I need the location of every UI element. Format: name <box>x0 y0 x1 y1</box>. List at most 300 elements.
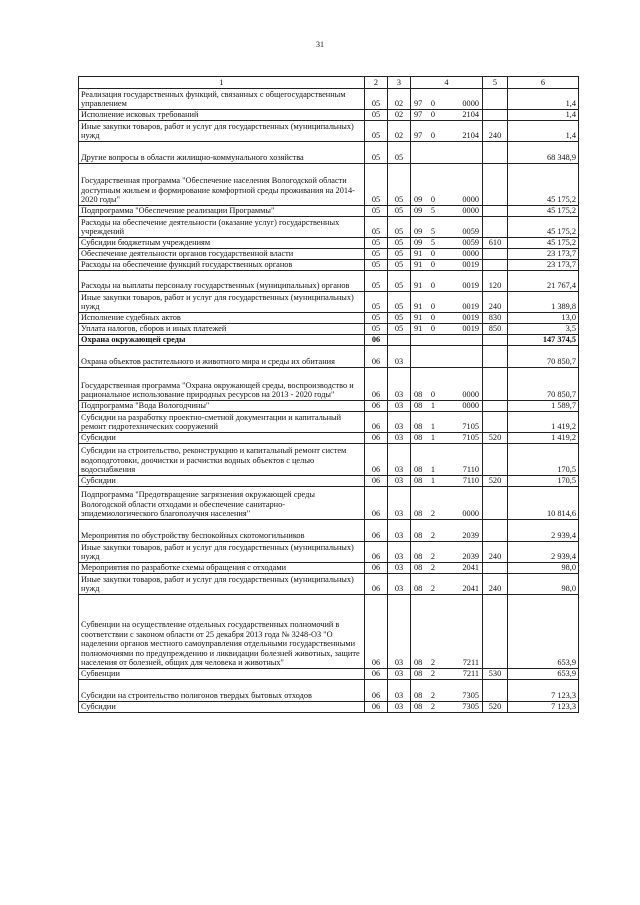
row-name: Уплата налогов, сборов и иных платежей <box>79 324 365 335</box>
table-row <box>79 669 579 680</box>
row-target-article <box>411 444 483 476</box>
target-article-part: 1 <box>430 465 436 475</box>
table-row <box>79 313 579 324</box>
target-article-part: 2 <box>430 563 436 573</box>
target-article-part: 2104 <box>462 110 479 120</box>
target-article-part: 0000 <box>462 99 479 109</box>
row-name: Подпрограмма "Предотвращение загрязнения окружающей среды Вологодской области отходами и обеспечение санитарно-эпидемиологического благополучия населения" <box>79 487 365 520</box>
table-row <box>79 110 579 121</box>
table-row <box>79 487 579 520</box>
row-target-article <box>411 563 483 574</box>
target-article-part: 7211 <box>462 658 479 668</box>
table-row <box>79 412 579 433</box>
row-target-article <box>411 433 483 444</box>
table-row <box>79 324 579 335</box>
row-name: Субсидии на строительство полигонов твердых бытовых отходов <box>79 680 365 702</box>
row-amount: 45 175,2 <box>508 164 579 206</box>
row-expense-type <box>483 260 508 271</box>
table-row <box>79 260 579 271</box>
target-article-part: 08 <box>414 658 423 668</box>
header-cell: 4 <box>411 77 483 89</box>
target-article-part: 08 <box>414 401 423 411</box>
row-amount: 1 589,7 <box>508 401 579 412</box>
header-cell: 5 <box>483 77 508 89</box>
row-amount: 70 850,7 <box>508 346 579 368</box>
row-target-article <box>411 680 483 702</box>
row-name: Субсидии <box>79 476 365 487</box>
target-article-part: 91 <box>414 281 423 291</box>
target-article-code <box>411 313 482 323</box>
row-name: Мероприятия по разработке схемы обращения с отходами <box>79 563 365 574</box>
row-subsection-code: 05 <box>388 142 411 164</box>
row-expense-type <box>483 164 508 206</box>
target-article-code <box>411 110 482 120</box>
row-amount: 1,4 <box>508 89 579 110</box>
row-section-code: 05 <box>365 238 388 249</box>
row-expense-type: 530 <box>483 669 508 680</box>
table-row <box>79 164 579 206</box>
row-amount: 70 850,7 <box>508 368 579 401</box>
row-subsection-code: 05 <box>388 164 411 206</box>
target-article-code <box>411 465 482 475</box>
target-article-code <box>411 195 482 205</box>
row-section-code: 06 <box>365 563 388 574</box>
row-amount: 98,0 <box>508 574 579 595</box>
table-row <box>79 476 579 487</box>
target-article-part: 0000 <box>462 401 479 411</box>
target-article-part: 97 <box>414 99 423 109</box>
row-expense-type: 240 <box>483 121 508 142</box>
row-expense-type: 520 <box>483 433 508 444</box>
table-row <box>79 292 579 313</box>
target-article-part: 0 <box>430 195 436 205</box>
row-name: Иные закупки товаров, работ и услуг для государственных (муниципальных) нужд <box>79 121 365 142</box>
target-article-part: 08 <box>414 465 423 475</box>
table-row <box>79 574 579 595</box>
target-article-part: 7110 <box>462 476 479 486</box>
target-article-part: 0019 <box>462 281 479 291</box>
row-amount: 2 939,4 <box>508 520 579 542</box>
header-cell: 3 <box>388 77 411 89</box>
row-amount: 1 389,8 <box>508 292 579 313</box>
target-article-code <box>411 691 482 701</box>
target-article-part: 0 <box>430 131 436 141</box>
row-section-code: 06 <box>365 476 388 487</box>
target-article-code <box>411 584 482 594</box>
target-article-part: 08 <box>414 691 423 701</box>
row-section-code: 05 <box>365 89 388 110</box>
row-subsection-code: 05 <box>388 292 411 313</box>
row-target-article <box>411 702 483 713</box>
row-subsection-code <box>388 335 411 346</box>
row-name: Иные закупки товаров, работ и услуг для государственных (муниципальных) нужд <box>79 292 365 313</box>
row-expense-type <box>483 110 508 121</box>
target-article-code <box>411 131 482 141</box>
row-section-code: 06 <box>365 346 388 368</box>
row-expense-type <box>483 444 508 476</box>
target-article-part: 91 <box>414 249 423 259</box>
row-target-article <box>411 313 483 324</box>
row-name: Иные закупки товаров, работ и услуг для государственных (муниципальных) нужд <box>79 574 365 595</box>
row-section-code: 06 <box>365 444 388 476</box>
row-name: Обеспечение деятельности органов государственной власти <box>79 249 365 260</box>
target-article-part: 1 <box>430 476 436 486</box>
row-target-article <box>411 401 483 412</box>
row-amount: 21 767,4 <box>508 271 579 292</box>
target-article-part: 0000 <box>462 509 479 519</box>
row-section-code: 06 <box>365 702 388 713</box>
row-amount: 1,4 <box>508 110 579 121</box>
row-section-code: 06 <box>365 401 388 412</box>
row-section-code: 06 <box>365 542 388 563</box>
row-amount: 7 123,3 <box>508 680 579 702</box>
row-name: Реализация государственных функций, связанных с общегосударственным управлением <box>79 89 365 110</box>
target-article-part: 2039 <box>462 552 479 562</box>
target-article-part: 0059 <box>462 227 479 237</box>
row-name: Охрана объектов растительного и животного мира и среды их обитания <box>79 346 365 368</box>
row-expense-type <box>483 346 508 368</box>
table-row <box>79 217 579 238</box>
target-article-part: 08 <box>414 552 423 562</box>
target-article-part: 0 <box>430 302 436 312</box>
row-amount: 1 419,2 <box>508 433 579 444</box>
row-subsection-code: 02 <box>388 89 411 110</box>
row-amount: 1,4 <box>508 121 579 142</box>
row-amount: 170,5 <box>508 444 579 476</box>
row-target-article <box>411 476 483 487</box>
row-name: Субсидии <box>79 433 365 444</box>
target-article-part: 08 <box>414 584 423 594</box>
row-section-code: 06 <box>365 669 388 680</box>
row-target-article <box>411 324 483 335</box>
row-name: Расходы на выплаты персоналу государственных (муниципальных) органов <box>79 271 365 292</box>
target-article-part: 2039 <box>462 531 479 541</box>
budget-table <box>78 76 579 713</box>
row-subsection-code: 03 <box>388 702 411 713</box>
row-expense-type <box>483 206 508 217</box>
row-section-code: 06 <box>365 680 388 702</box>
table-row <box>79 520 579 542</box>
row-target-article <box>411 368 483 401</box>
row-expense-type <box>483 487 508 520</box>
row-subsection-code: 03 <box>388 487 411 520</box>
row-subsection-code: 03 <box>388 669 411 680</box>
row-expense-type: 520 <box>483 702 508 713</box>
target-article-code <box>411 249 482 259</box>
target-article-code <box>411 302 482 312</box>
row-amount: 653,9 <box>508 669 579 680</box>
table-row <box>79 702 579 713</box>
row-subsection-code: 03 <box>388 563 411 574</box>
row-target-article <box>411 335 483 346</box>
row-expense-type <box>483 89 508 110</box>
row-target-article <box>411 142 483 164</box>
target-article-part: 2 <box>430 509 436 519</box>
target-article-part: 0 <box>430 281 436 291</box>
row-amount: 45 175,2 <box>508 238 579 249</box>
row-name: Другие вопросы в области жилищно-коммунального хозяйства <box>79 142 365 164</box>
target-article-code <box>411 531 482 541</box>
row-expense-type <box>483 335 508 346</box>
target-article-part: 2 <box>430 702 436 712</box>
row-name: Государственная программа "Охрана окружающей среды, воспроизводство и рациональное использование природных ресурсов на 2013 - 2020 годы" <box>79 368 365 401</box>
header-cell: 6 <box>508 77 579 89</box>
row-section-code: 05 <box>365 121 388 142</box>
target-article-part: 08 <box>414 531 423 541</box>
table-row <box>79 142 579 164</box>
row-name: Государственная программа "Обеспечение населения Вологодской области доступным жильем и формирование комфортной среды проживания на 2014-2020 годы" <box>79 164 365 206</box>
target-article-part: 0019 <box>462 324 479 334</box>
table-row <box>79 346 579 368</box>
row-target-article <box>411 238 483 249</box>
target-article-part: 2 <box>430 691 436 701</box>
table-row <box>79 433 579 444</box>
row-expense-type <box>483 520 508 542</box>
row-expense-type: 240 <box>483 292 508 313</box>
row-section-code: 05 <box>365 260 388 271</box>
target-article-part: 2 <box>430 531 436 541</box>
target-article-part: 08 <box>414 563 423 573</box>
target-article-part: 0019 <box>462 302 479 312</box>
row-subsection-code: 03 <box>388 574 411 595</box>
target-article-part: 0059 <box>462 238 479 248</box>
table-row <box>79 249 579 260</box>
row-name: Охрана окружающей среды <box>79 335 365 346</box>
target-article-part: 1 <box>430 433 436 443</box>
target-article-part: 0 <box>430 249 436 259</box>
target-article-part: 5 <box>430 238 436 248</box>
row-expense-type: 830 <box>483 313 508 324</box>
table-row <box>79 563 579 574</box>
row-expense-type <box>483 142 508 164</box>
row-subsection-code: 02 <box>388 121 411 142</box>
row-amount: 13,0 <box>508 313 579 324</box>
target-article-part: 08 <box>414 390 423 400</box>
row-subsection-code: 03 <box>388 346 411 368</box>
target-article-part: 08 <box>414 476 423 486</box>
row-target-article <box>411 164 483 206</box>
row-target-article <box>411 121 483 142</box>
target-article-code <box>411 238 482 248</box>
target-article-part: 2041 <box>462 584 479 594</box>
row-name: Подпрограмма "Обеспечение реализации Программы" <box>79 206 365 217</box>
row-amount: 147 374,5 <box>508 335 579 346</box>
target-article-code <box>411 563 482 573</box>
row-name: Мероприятия по обустройству беспокойных скотомогильников <box>79 520 365 542</box>
target-article-code <box>411 390 482 400</box>
target-article-code <box>411 658 482 668</box>
target-article-part: 7105 <box>462 422 479 432</box>
table-row <box>79 444 579 476</box>
row-amount: 10 814,6 <box>508 487 579 520</box>
row-subsection-code: 05 <box>388 206 411 217</box>
row-subsection-code: 02 <box>388 110 411 121</box>
row-expense-type: 520 <box>483 476 508 487</box>
target-article-part: 0000 <box>462 390 479 400</box>
row-name: Расходы на обеспечение функций государственных органов <box>79 260 365 271</box>
row-target-article <box>411 669 483 680</box>
row-target-article <box>411 346 483 368</box>
row-expense-type <box>483 595 508 669</box>
target-article-code <box>411 401 482 411</box>
row-name: Субсидии бюджетным учреждениям <box>79 238 365 249</box>
row-target-article <box>411 520 483 542</box>
row-target-article <box>411 595 483 669</box>
row-expense-type <box>483 412 508 433</box>
table-row <box>79 368 579 401</box>
target-article-part: 5 <box>430 206 436 216</box>
row-subsection-code: 05 <box>388 238 411 249</box>
row-amount: 2 939,4 <box>508 542 579 563</box>
row-subsection-code: 05 <box>388 324 411 335</box>
row-subsection-code: 03 <box>388 401 411 412</box>
header-row <box>79 77 579 89</box>
target-article-code <box>411 281 482 291</box>
target-article-part: 1 <box>430 422 436 432</box>
header-cell: 1 <box>79 77 365 89</box>
target-article-part: 0 <box>430 313 436 323</box>
table-row <box>79 595 579 669</box>
table-row <box>79 271 579 292</box>
table-row <box>79 121 579 142</box>
target-article-part: 0 <box>430 260 436 270</box>
row-target-article <box>411 292 483 313</box>
row-section-code: 06 <box>365 595 388 669</box>
row-target-article <box>411 249 483 260</box>
table-row <box>79 335 579 346</box>
row-expense-type <box>483 368 508 401</box>
row-expense-type <box>483 401 508 412</box>
target-article-part: 97 <box>414 131 423 141</box>
target-article-part: 2 <box>430 669 436 679</box>
row-target-article <box>411 206 483 217</box>
header-cell: 2 <box>365 77 388 89</box>
row-expense-type <box>483 563 508 574</box>
target-article-part: 2104 <box>462 131 479 141</box>
row-section-code: 06 <box>365 368 388 401</box>
target-article-part: 2041 <box>462 563 479 573</box>
target-article-part: 5 <box>430 227 436 237</box>
row-target-article <box>411 260 483 271</box>
row-target-article <box>411 574 483 595</box>
row-expense-type <box>483 680 508 702</box>
target-article-part: 7305 <box>462 691 479 701</box>
target-article-part: 09 <box>414 195 423 205</box>
target-article-part: 08 <box>414 509 423 519</box>
row-subsection-code: 03 <box>388 595 411 669</box>
row-amount: 45 175,2 <box>508 217 579 238</box>
row-section-code: 06 <box>365 412 388 433</box>
row-amount: 98,0 <box>508 563 579 574</box>
row-target-article <box>411 110 483 121</box>
row-name: Субсидии на разработку проектно-сметной документации и капитальный ремонт гидротехнических сооружений <box>79 412 365 433</box>
table-row <box>79 206 579 217</box>
row-expense-type: 850 <box>483 324 508 335</box>
row-expense-type: 120 <box>483 271 508 292</box>
target-article-part: 08 <box>414 669 423 679</box>
row-section-code: 05 <box>365 217 388 238</box>
row-expense-type <box>483 217 508 238</box>
target-article-part: 09 <box>414 227 423 237</box>
row-target-article <box>411 412 483 433</box>
target-article-part: 7211 <box>462 669 479 679</box>
row-target-article <box>411 217 483 238</box>
target-article-part: 0 <box>430 110 436 120</box>
table-row <box>79 238 579 249</box>
target-article-part: 91 <box>414 324 423 334</box>
row-subsection-code: 03 <box>388 444 411 476</box>
target-article-part: 0000 <box>462 249 479 259</box>
target-article-code <box>411 260 482 270</box>
target-article-code <box>411 324 482 334</box>
row-target-article <box>411 542 483 563</box>
row-section-code: 06 <box>365 574 388 595</box>
row-subsection-code: 05 <box>388 313 411 324</box>
row-target-article <box>411 271 483 292</box>
table-row <box>79 89 579 110</box>
row-expense-type: 240 <box>483 542 508 563</box>
row-section-code: 06 <box>365 487 388 520</box>
row-section-code: 05 <box>365 249 388 260</box>
target-article-code <box>411 227 482 237</box>
row-section-code: 05 <box>365 324 388 335</box>
row-amount: 3,5 <box>508 324 579 335</box>
row-name: Субсидии на строительство, реконструкцию и капитальный ремонт систем водоподготовки, доочистки и расчистки водных объектов с целью водоснабжения <box>79 444 365 476</box>
target-article-code <box>411 99 482 109</box>
target-article-part: 7305 <box>462 702 479 712</box>
row-target-article <box>411 487 483 520</box>
table-row <box>79 542 579 563</box>
target-article-part: 08 <box>414 433 423 443</box>
row-name: Субвенции на осуществление отдельных государственных полномочий в соответствии с законом области от 25 декабря 2013 года № 3248-ОЗ "О наделении органов местного самоуправления отдельными государственными полномочиями по предупреждению и ликвидации болезней животных, защите населения от болезней, общих для человека и животных" <box>79 595 365 669</box>
row-section-code: 06 <box>365 520 388 542</box>
row-name: Подпрограмма "Вода Вологодчины" <box>79 401 365 412</box>
row-subsection-code: 03 <box>388 476 411 487</box>
page-number: 31 <box>316 40 324 49</box>
target-article-code <box>411 433 482 443</box>
row-amount: 1 419,2 <box>508 412 579 433</box>
row-section-code: 05 <box>365 142 388 164</box>
target-article-part: 91 <box>414 313 423 323</box>
target-article-part: 08 <box>414 702 423 712</box>
row-subsection-code: 05 <box>388 217 411 238</box>
row-amount: 7 123,3 <box>508 702 579 713</box>
row-expense-type <box>483 249 508 260</box>
row-subsection-code: 03 <box>388 520 411 542</box>
target-article-part: 1 <box>430 401 436 411</box>
target-article-code <box>411 476 482 486</box>
row-subsection-code: 03 <box>388 433 411 444</box>
row-subsection-code: 03 <box>388 542 411 563</box>
row-subsection-code: 03 <box>388 680 411 702</box>
target-article-code <box>411 669 482 679</box>
row-section-code: 06 <box>365 335 388 346</box>
row-name: Иные закупки товаров, работ и услуг для государственных (муниципальных) нужд <box>79 542 365 563</box>
row-target-article <box>411 89 483 110</box>
target-article-part: 08 <box>414 422 423 432</box>
target-article-code <box>411 509 482 519</box>
target-article-part: 2 <box>430 552 436 562</box>
target-article-part: 09 <box>414 206 423 216</box>
target-article-part: 91 <box>414 260 423 270</box>
row-section-code: 05 <box>365 110 388 121</box>
row-amount: 23 173,7 <box>508 260 579 271</box>
row-subsection-code: 05 <box>388 271 411 292</box>
target-article-part: 7105 <box>462 433 479 443</box>
row-section-code: 05 <box>365 206 388 217</box>
row-section-code: 06 <box>365 433 388 444</box>
row-name: Исполнение исковых требований <box>79 110 365 121</box>
